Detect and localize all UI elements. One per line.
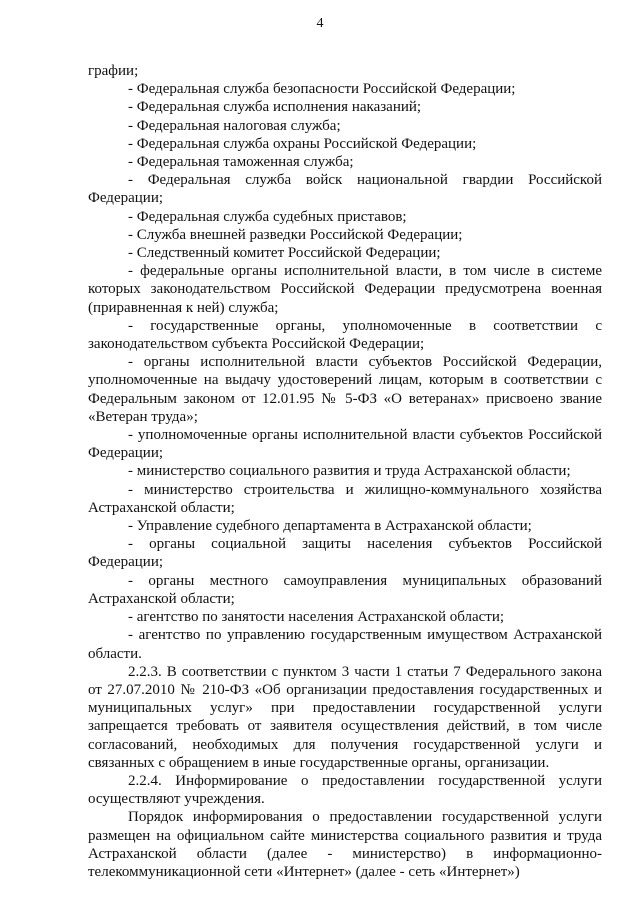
paragraph: графии; — [88, 63, 139, 79]
paragraph: - Федеральная служба исполнения наказаний; — [128, 99, 422, 116]
body-text — [88, 62, 602, 881]
paragraph: - Федеральная служба охраны Российской Федерации; — [128, 135, 477, 152]
paragraph: - органы социальной защиты населения субъектов Российской Федерации; — [88, 536, 602, 571]
paragraph: Порядок информирования о предоставлении государственной услуги размещен на официальном сайте министерства социального развития и труда Астраханской области (далее - министерство) в информационно-телекоммуникационной сети «Интернет» (далее - сеть «Интернет») — [88, 809, 602, 880]
paragraph: - Федеральная служба судебных приставов; — [128, 208, 407, 225]
paragraph: - министерство социального развития и труда Астраханской области; — [128, 463, 571, 480]
paragraph: - агентство по управлению государственным имуществом Астраханской области. — [88, 627, 602, 662]
paragraph: - Федеральная служба войск национальной гвардии Российской Федерации; — [88, 172, 602, 207]
paragraph: - Служба внешней разведки Российской Федерации; — [128, 226, 463, 243]
paragraph: - органы местного самоуправления муниципальных образований Астраханской области; — [88, 572, 602, 607]
paragraph: 2.2.4. Информирование о предоставлении государственной услуги осуществляют учреждения. — [88, 772, 602, 808]
paragraph: - Федеральная налоговая служба; — [128, 117, 341, 134]
paragraph: - органы исполнительной власти субъектов Российской Федерации, уполномоченные на выдачу удостоверений лицам, которым в соответствии с Федеральным законом от 12.01.95 № 5-ФЗ «О ветеранах» присвоено звание «Ветеран труда»; — [88, 354, 602, 425]
paragraph: 2.2.3. В соответствии с пунктом 3 части 1 статьи 7 Федерального закона от 27.07.2010 № 210-ФЗ «Об организации предоставления государственных и муниципальных услуг» при предоставлении государственной услуги запрещается требовать от заявителя осуществления действий, в том числе согласований, необходимых для получения государственной услуги и связанных с обращением в иные государственные органы, организации. — [88, 663, 602, 771]
paragraph: - министерство строительства и жилищно-коммунального хозяйства Астраханской области; — [88, 481, 602, 516]
paragraph: - федеральные органы исполнительной власти, в том числе в системе которых законодательством Российской Федерации предусмотрена военная (приравненная к ней) служба; — [88, 263, 602, 316]
paragraph: - Управление судебного департамента в Астраханской области; — [128, 518, 532, 535]
paragraph: - государственные органы, уполномоченные в соответствии с законодательством субъекта Российской Федерации; — [88, 317, 602, 353]
paragraph: - Федеральная служба безопасности Российской Федерации; — [128, 81, 516, 98]
paragraph: - Федеральная таможенная служба; — [128, 154, 354, 171]
paragraph: - Следственный комитет Российской Федерации; — [128, 245, 441, 262]
paragraph: - агентство по занятости населения Астраханской области; — [128, 609, 505, 626]
paragraph: - уполномоченные органы исполнительной власти субъектов Российской Федерации; — [88, 427, 602, 462]
page-number: 4 — [316, 16, 324, 31]
